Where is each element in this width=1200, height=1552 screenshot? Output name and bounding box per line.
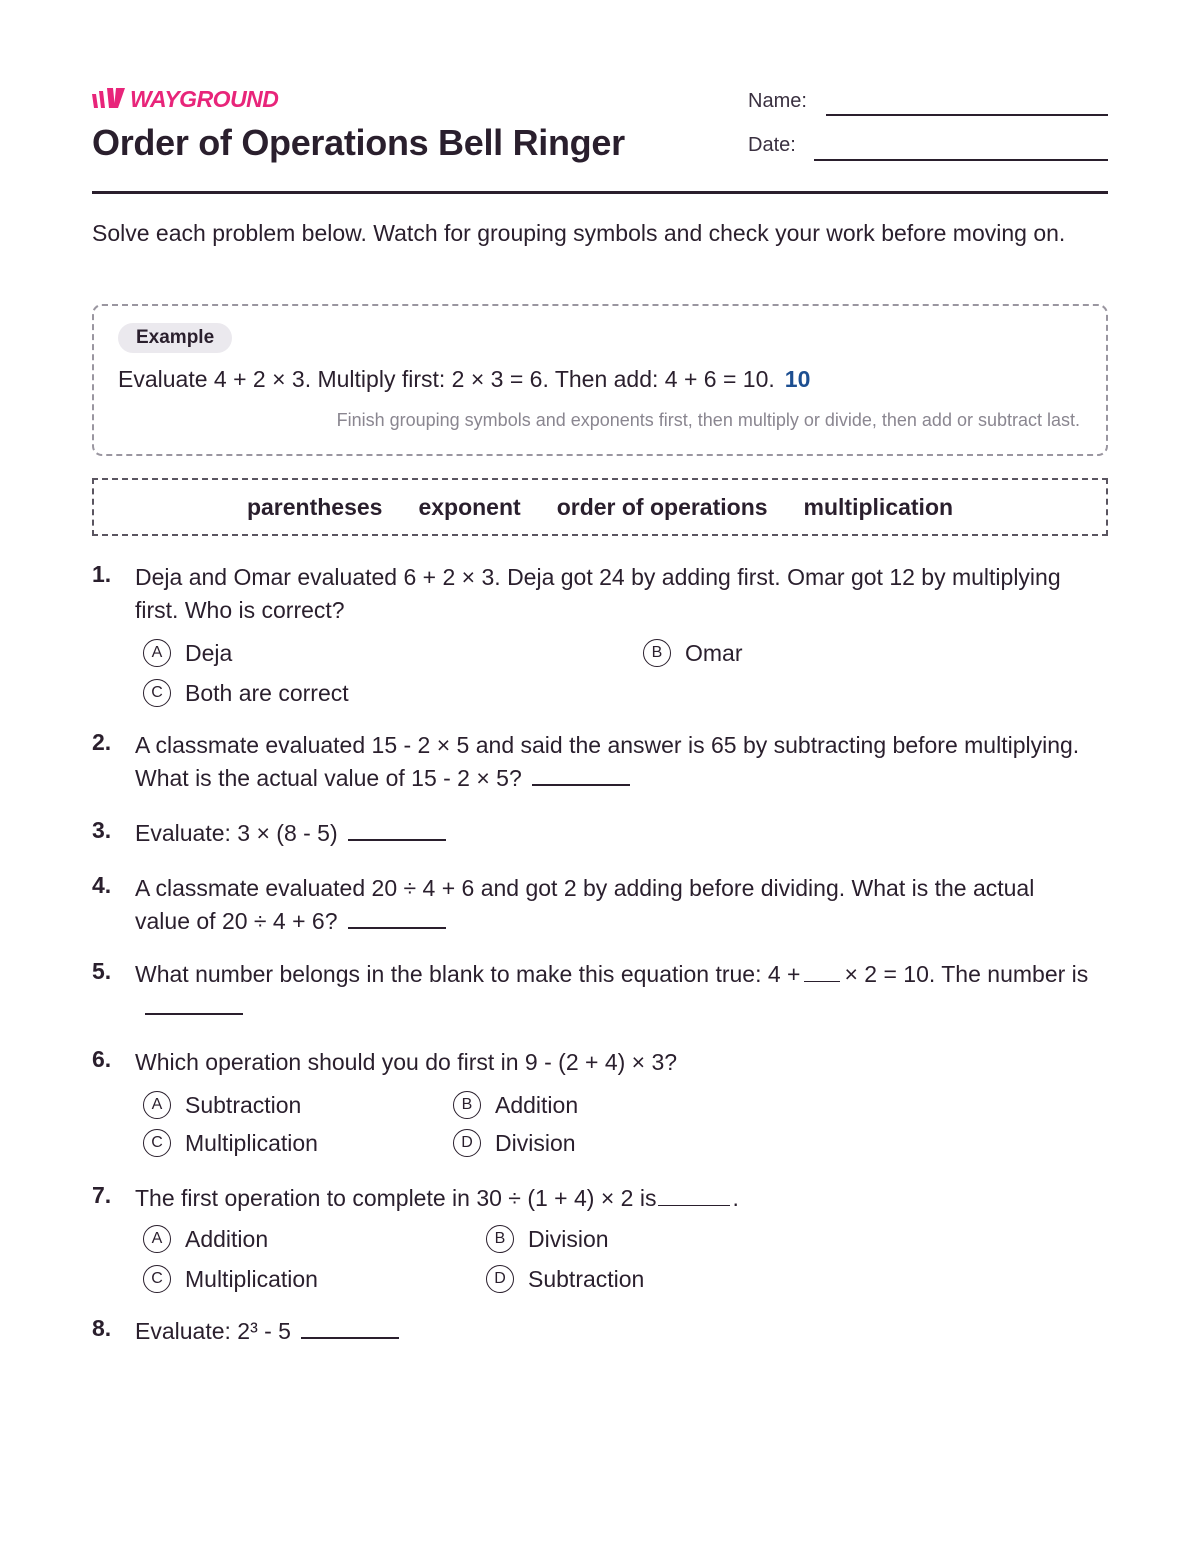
option-label: Deja	[185, 639, 233, 666]
option-d[interactable]	[453, 1129, 576, 1157]
name-field[interactable]	[826, 114, 1108, 116]
name-label: Name:	[748, 90, 807, 112]
question-text-part-a: The first operation to complete in 30 ÷ (1 + 4) × 2 is	[135, 1185, 657, 1211]
option-label: Addition	[185, 1225, 269, 1252]
wayground-logo-icon	[92, 88, 126, 110]
answer-blank[interactable]	[532, 764, 630, 786]
page-title: Order of Operations Bell Ringer	[92, 122, 625, 163]
example-badge: Example	[118, 323, 232, 353]
question-number: 7.	[92, 1182, 112, 1208]
option-bubble[interactable]: B	[453, 1091, 481, 1119]
option-c[interactable]	[143, 1265, 318, 1293]
option-bubble[interactable]: D	[486, 1265, 514, 1293]
equation-blank	[804, 963, 840, 982]
example-box	[92, 304, 1108, 456]
option-c[interactable]	[143, 679, 349, 707]
option-label: Addition	[495, 1091, 579, 1118]
option-bubble[interactable]: A	[143, 639, 171, 667]
example-problem: Evaluate 4 + 2 × 3. Multiply first: 2 × 3 = 6. Then add: 4 + 6 = 10.	[118, 366, 775, 392]
question-text-part-b: × 2 = 10. The number is	[844, 961, 1089, 987]
option-a[interactable]	[143, 639, 232, 667]
option-bubble[interactable]: C	[143, 1265, 171, 1293]
option-c[interactable]	[143, 1129, 318, 1157]
example-answer: 10	[784, 366, 811, 392]
option-a[interactable]	[143, 1225, 268, 1253]
question-text-part-b: .	[732, 1185, 739, 1211]
option-b[interactable]	[643, 639, 743, 667]
question-text	[135, 729, 1095, 795]
option-b[interactable]	[453, 1091, 578, 1119]
fill-blank	[658, 1187, 730, 1206]
option-a[interactable]	[143, 1091, 301, 1119]
question-text: Which operation should you do first in 9 - (2 + 4) × 3?	[135, 1049, 678, 1075]
answer-blank[interactable]	[145, 993, 243, 1015]
option-label: Both are correct	[185, 679, 349, 706]
date-label: Date:	[748, 134, 796, 156]
option-label: Division	[528, 1225, 609, 1252]
question-text-part-a: What number belongs in the blank to make this equation true: 4 +	[135, 961, 801, 987]
question-text-content: A classmate evaluated 20 ÷ 4 + 6 and got 2 by adding before dividing. What is the actual value of 20 ÷ 4 + 6?	[135, 875, 1035, 934]
vocabulary-bank	[92, 478, 1108, 536]
option-bubble[interactable]: A	[143, 1091, 171, 1119]
vocab-word: exponent	[418, 493, 521, 520]
option-bubble[interactable]: C	[143, 679, 171, 707]
date-field[interactable]	[814, 159, 1108, 161]
question-text: Deja and Omar evaluated 6 + 2 × 3. Deja got 24 by adding first. Omar got 12 by multiplying first. Who is correct?	[135, 564, 1061, 623]
question-number: 6.	[92, 1046, 112, 1072]
question-text-content: Evaluate: 3 × (8 - 5)	[135, 820, 338, 846]
option-bubble[interactable]: C	[143, 1129, 171, 1157]
option-label: Subtraction	[528, 1265, 645, 1292]
question-text-content: Evaluate: 2³ - 5	[135, 1318, 291, 1344]
option-label: Subtraction	[185, 1091, 302, 1118]
question-text	[135, 817, 1095, 850]
question-number: 3.	[92, 817, 112, 843]
option-bubble[interactable]: D	[453, 1129, 481, 1157]
option-bubble[interactable]: B	[643, 639, 671, 667]
option-bubble[interactable]: A	[143, 1225, 171, 1253]
question-text	[135, 958, 1095, 1024]
header-divider	[92, 191, 1108, 194]
question-text	[135, 1315, 1095, 1348]
vocab-word: order of operations	[556, 493, 768, 520]
question-number: 8.	[92, 1315, 112, 1341]
vocab-word: parentheses	[246, 493, 383, 520]
option-b[interactable]	[486, 1225, 609, 1253]
option-label: Multiplication	[185, 1129, 318, 1156]
option-d[interactable]	[486, 1265, 644, 1293]
option-label: Omar	[685, 639, 743, 666]
question-number: 2.	[92, 729, 112, 755]
question-number: 4.	[92, 872, 112, 898]
instructions: Solve each problem below. Watch for grouping symbols and check your work before moving on.	[92, 220, 1066, 246]
question-text-content: A classmate evaluated 15 - 2 × 5 and said the answer is 65 by subtracting before multiplying. What is the actual value of 15 - 2 × 5?	[135, 732, 1080, 791]
vocab-word: multiplication	[803, 493, 954, 520]
brand-logo	[92, 86, 278, 112]
option-bubble[interactable]: B	[486, 1225, 514, 1253]
answer-blank[interactable]	[348, 907, 446, 929]
question-number: 1.	[92, 561, 112, 587]
example-hint: Finish grouping symbols and exponents first, then multiply or divide, then add or subtract last.	[336, 410, 1080, 430]
brand-name: WAYGROUND	[130, 85, 279, 112]
answer-blank[interactable]	[301, 1317, 399, 1339]
option-label: Division	[495, 1129, 576, 1156]
example-text	[118, 366, 810, 393]
option-label: Multiplication	[185, 1265, 318, 1292]
question-text	[135, 1182, 1095, 1215]
question-number: 5.	[92, 958, 112, 984]
answer-blank[interactable]	[348, 819, 446, 841]
question-text	[135, 872, 1095, 938]
